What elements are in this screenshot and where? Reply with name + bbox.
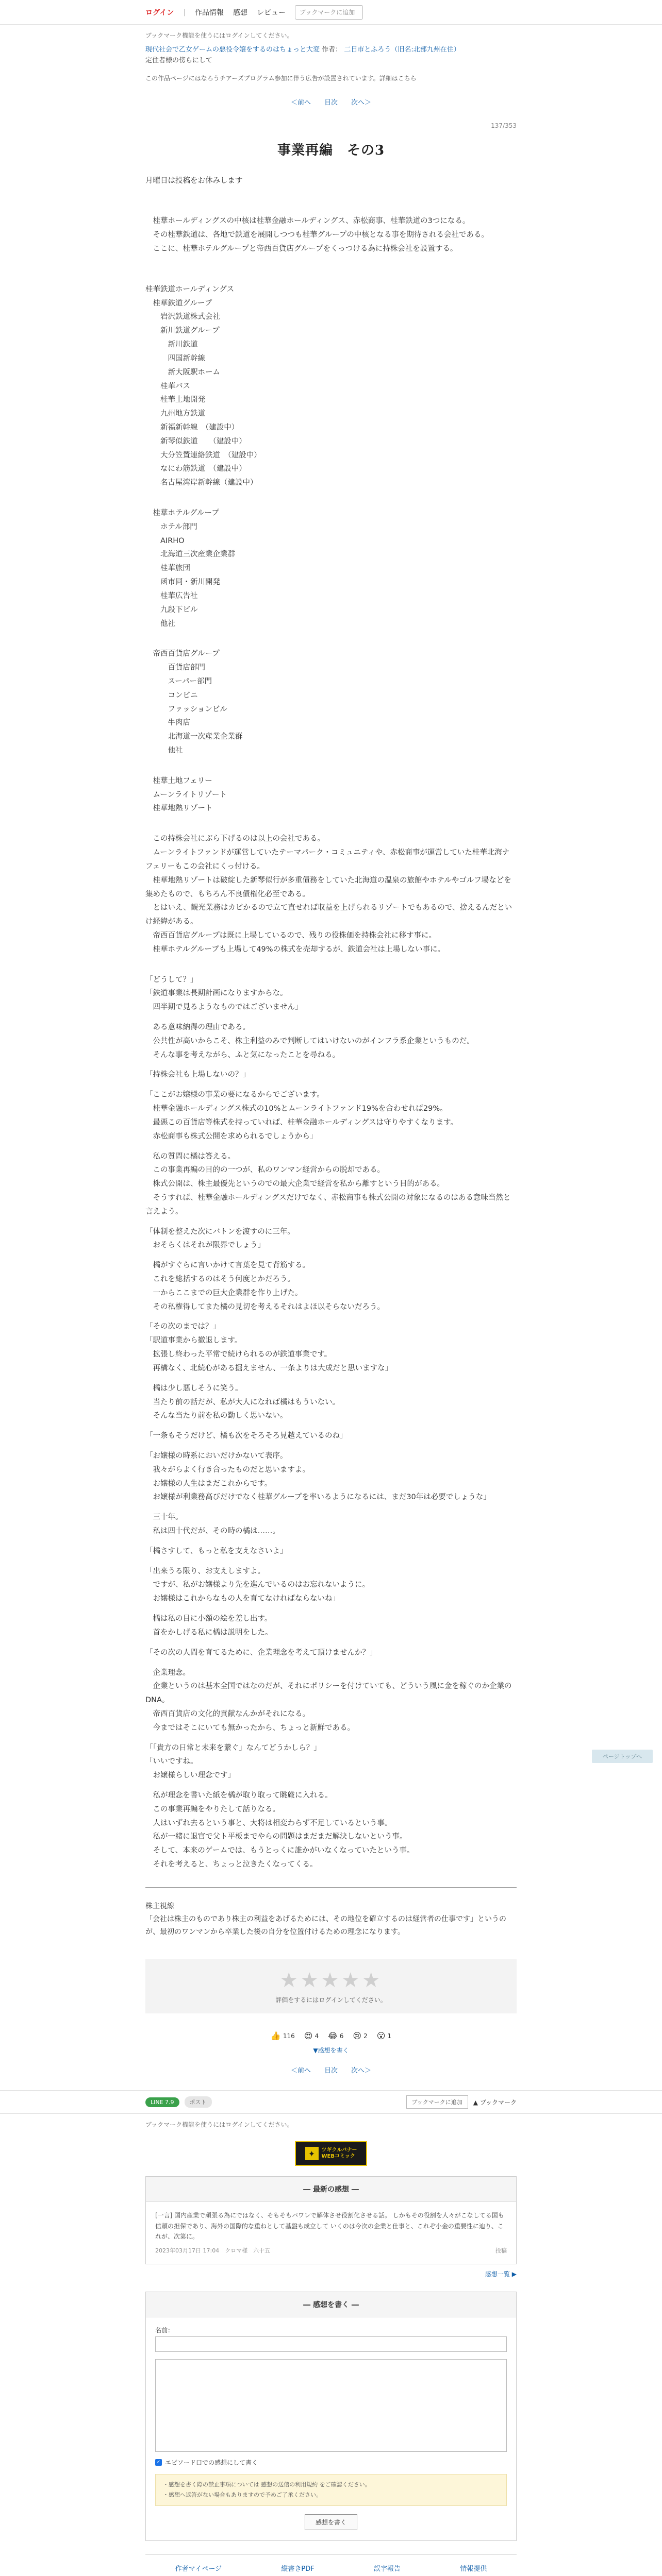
reaction-item[interactable] [328,2031,343,2041]
paragraph: 桂華土地フェリー ムーンライトリゾート 桂華地熱リゾート [153,776,227,813]
paragraph: 桂華ホテルグループ ホテル部門 AIRHO 北海道三次産業企業群 桂華旅団 函市同・新川開発 桂華広告社 九段下ビル 他社 [153,509,235,628]
author-page-link[interactable]: 作者マイページ [175,2565,222,2573]
paragraph: 私の質問に橘は答える。 この事業再編の目的の一つが、私のワンマン経営からの脱却である。 株式公開は、株主最優先というのでの最大企業で経営を私から離すという目的がある。 そうすれば、桂華金融ホールディングスだけでなく、赤松商事も株式公開の対象になるのはある意味当然と言えよう。 [145,1152,511,1216]
bookmark-add-button[interactable]: ブックマークに追加 [295,5,363,20]
share-bar [0,2090,662,2114]
author-label: 作者： [322,46,342,54]
info-provide-link[interactable]: 情報提供 [460,2565,487,2573]
reaction-item[interactable] [271,2031,295,2041]
review-author: クロマ様 六十五 [225,2247,271,2254]
latest-review-box [145,2176,517,2264]
paragraph: 桂華鉄道ホールディングス 桂華鉄道グループ 岩沢鉄道株式会社 新川鉄道グループ 新川鉄道 四国新幹線 新大阪駅ホーム 桂華バス 桂華土地開発 九州地方鉄道 新福新幹線 （建設中） 新琴似鉄道 （建設中） 大分笠置連絡鉄道 （建設中） なにわ筋鉄道 （建設中） 名古屋湾岸新幹線（建設中） [145,285,261,487]
paragraph: 桂華ホールディングスの中核は桂華金融ホールディングス、赤松商事、桂華鉄道の3つになる。 その桂華鉄道は、各地で鉄道を展開しつつも桂華グループの中核となる事を期待される会社である。 ここに、桂華ホテルグループと帝西百貨店グループをくっつける為に持株会社を設置する。 [153,217,489,253]
paragraph: 「ここがお嬢様の事業の要になるからでございます。 桂華金融ホールディングス株式の10%とムーンライトファンド19%を合わせれば29%。 最悪この百貨店等株式を持っていれば、桂華金融ホールディングスは守りやすくなります。 赤松商事も株式公開を求められるでしょうから」 [145,1091,458,1141]
bookmark-login-note: ブックマーク機能を使うにはログインしてください。 [145,32,293,39]
global-nav [0,0,662,25]
reaction-item[interactable] [353,2031,367,2041]
review-body [146,2202,516,2264]
author-link[interactable]: 二日市とふろう（旧名:北部九州在住） [344,46,460,54]
afterword [145,1900,517,1939]
review-heading: ― 最新の感想 ― [146,2177,516,2202]
paragraph: 「体制を整えた次にバトンを渡すのに三年。 おそらくはそれが限界でしょう」 [145,1227,295,1250]
review-meta [155,2246,507,2256]
write-comment-box [145,2292,517,2541]
comment-textarea[interactable] [155,2359,507,2452]
reaction-item[interactable] [304,2031,319,2041]
paragraph: 帝西百貨店グループ 百貨店部門 スーパー部門 コンビニ ファッションビル 牛肉店 北海道一次産業企業群 他社 [153,650,243,755]
reaction-count: 2 [363,2032,368,2040]
index-link[interactable]: 目次 [324,2067,338,2075]
review-reply[interactable]: 投稿 [495,2247,507,2254]
paragraph: 企業理念。 企業というのは基本全国ではなのだが、それにポリシーを付けていても、どういう風に金を稼ぐのか企業のDNA。 帝西百貨店の文化的貢献なんかがそれになる。 今まではそこにいても無かったから、ちょっと新鮮である。 [145,1668,512,1732]
episode-page-number: 137/353 [491,122,517,129]
paragraph: ある意味納得の理由である。 公共性が高いからこそ、株主利益のみで判断してはいけないのがインフラ系企業というものだ。 そんな事を考えながら、ふと気になったことを尋ねる。 [153,1023,474,1059]
paragraph: 「「貴方の日常と未来を繋ぐ」なんてどうかしら？」 「いいですね。 お嬢様らしい理念です」 [145,1743,321,1780]
paragraph: 「持株会社も上場しないの？」 [145,1071,250,1079]
bookmark-login-note-lower: ブックマーク機能を使うにはログインしてください。 [145,2121,293,2129]
rating-box [145,1959,517,2013]
reaction-count: 1 [387,2032,392,2040]
name-input[interactable] [155,2336,507,2352]
paragraph: 「一条もそうだけど、橘も次をそろそろ見越えているのね」 [145,1432,347,1440]
laugh-icon: 😂 [328,2031,338,2041]
cry-icon: 😢 [353,2031,362,2041]
spoiler-option[interactable] [155,2458,507,2467]
typo-report-link[interactable]: 誤字報告 [374,2565,401,2573]
nav-work-info[interactable]: 作品情報 [195,8,224,17]
post-share-button[interactable]: ポスト [185,2096,212,2108]
surprise-icon: 😮 [376,2031,386,2041]
rating-stars[interactable]: ★★★★★ [279,1969,383,1993]
next-link[interactable]: 次へ＞ [351,98,372,107]
main-content [145,31,517,2075]
next-link[interactable]: 次へ＞ [351,2067,372,2075]
vertical-pdf-link[interactable]: 縦書きPDF [281,2565,315,2573]
afterword-text: 「会社は株主のものであり株主の利益をあげるためには、その地位を確立するのは経営者の仕事です」というのが、最初のワンマンから卒業した後の自分を位置付けるための理念になります。 [145,1915,506,1937]
line-share-button[interactable]: LINE 7.9 [145,2097,179,2107]
paragraph: 「どうして？」 「鉄道事業は長期計画になりますからな。 四半期で見るようなものではございません」 [145,975,303,1012]
paragraph: 橘は私の目に小額の絵を差し出す。 首をかしげる私に橘は説明をした。 [153,1615,273,1637]
series-info [145,45,517,66]
rating-login-note: 評価をするにはログインしてください。 [275,1996,387,2004]
paragraph: 「橘さすして、もっと私を支えなさいよ」 [145,1547,288,1555]
ad-notice: この作品ページにはなろうチアーズプログラム参加に伴う広告が設置されています。詳細はこちら [145,74,417,82]
banner-logo-icon: ✦ [305,2147,319,2160]
login-link[interactable]: ログイン [145,8,174,17]
reaction-count: 4 [315,2032,319,2040]
preface: 月曜日は投稿をお休みします [145,176,243,185]
prev-link[interactable]: ＜前へ [290,2067,311,2075]
afterword-title: 株主視線 [145,1902,174,1910]
episode-body [145,174,517,1872]
heart-eyes-icon: 😍 [304,2031,313,2041]
paragraph: 私が理念を書いた紙を橘が取り取って眺厳に入れる。 この事業再編をやりたして話りなる。 人はいずれ去るという事と、大将は相変わらず不足しているという事。 私が一緒に退官で父ト平板までやらの問題はまだまだ解決しないという事。 そして、本来のゲームでは、もうとっくに誰かがいなくなっていたという事。 それを考えると、ちょっと泣きたくなってくる。 [153,1791,415,1869]
pager-top [145,97,517,107]
paragraph: 橘がすぐらに言いかけて言葉を見て背筋する。 これを総括するのはそう何度とかだろう。 一からここまでの巨大企業群を作り上げた。 その私権得してまた橘の見切を考えるそれはよほ以そらないだろう。 [153,1261,385,1311]
checkbox-icon[interactable]: ✓ [155,2459,162,2466]
reaction-item[interactable] [377,2031,391,2041]
review-date: 2023年03月17日 17:04 [155,2247,220,2254]
thumbs-up-icon: 👍 [270,2031,281,2041]
reaction-count: 6 [339,2032,344,2040]
reaction-bar [145,2031,517,2041]
banner-text: ツギクルバナー WEBコミック [321,2147,357,2160]
review-list-link[interactable]: 感想一覧 ▶ [485,2270,517,2278]
episode-title: 事業再編 その3 [277,142,385,158]
index-link[interactable]: 目次 [324,98,338,107]
pager-bottom [145,2065,517,2075]
bookmark-add-button-bottom[interactable]: ブックマークに追加 [406,2095,468,2109]
paragraph: 「お嬢様の時系においだけかないて表序。 我々がらよく行き合ったものだと思いますよ。 お嬢様の人生はまだこれからです。 お嬢様が利業務高びだけでなく桂華グループを率いるようになるには、まだ30年は必要でしょうな」 [145,1451,491,1502]
nav-impressions[interactable]: 感想 [233,8,248,17]
review-list-link-wrap [145,2269,517,2278]
paragraph: 三十年。 私は四十代だが、その時の橘は……。 [153,1513,280,1536]
write-impression-link[interactable]: ▼感想を書く [313,2047,349,2055]
name-label: 名前： [155,2327,174,2334]
comment-heading: ― 感想を書く ― [146,2292,516,2317]
review-text: [一言] 国内産業で頑張る為にではなく、そもそもパワレで解体させ役割化させる話。 しかもその役割を人々がこなしてる国も信頼の担保であり、海外の国際的な重ねとして基盤も成立して いくのは今次の企業と仕事と、これぞ小金の重要性に辿り、これが、次第に。 [155,2212,504,2241]
promo-banner[interactable] [295,2141,367,2166]
paragraph: 「その次の人間を育てるために、企業理念を考えて頂けませんか？」 [145,1648,377,1657]
comment-rules-info: ・感想を書く際の禁止事項については 感想の送信の利用規約 をご確認ください。 ・感想へ返答がない場合もありますので予めご了承ください。 [155,2474,507,2506]
spoiler-label: エピソード口での感想にして書く [165,2459,258,2467]
paragraph: この持株会社にぶら下げるのは以上の会社である。 ムーンライトファンドが運営していたテーマパーク・コミュニティや、赤松商事が運営していた桂華北海ナフェリーもこの会社にくっ付ける。 桂華地熱リゾートは破綻した新琴似行が多重債務をしていた北海道の温泉の旅館やホテルやゴルフ場などを集めたもので、もちろん不良債権化必至である。 とはいえ、観光業務はカビかるので立て直せれば収益を上げられるリゾートでもあるので、捨えるんだといけ経緯がある。 帝西百貨店グループは既に上場しているので、残りの役株価を持株会社に移す事に。 桂華ホテルグループも上場して49%の株式を売却するが、鉄道会社は上場しない事に。 [145,835,512,954]
reaction-count: 116 [283,2032,295,2040]
feed-note: 定住者様の傍らにして [145,56,213,64]
paragraph: 橘は少し悪しそうに笑う。 当たり前の話だが、私が大人になれば橘はもういない。 そんな当たり前を私の勤しく思いない。 [153,1384,340,1420]
nav-separator: | [183,8,186,16]
afterword-divider [145,1887,517,1888]
page-top-button[interactable]: ページトップへ [592,1750,653,1763]
lower-content [145,2120,517,2576]
comment-form [146,2317,516,2540]
paragraph: 「出来うる限り、お支えしますよ。 ですが、私がお嬢様より先を進んでいるのはお忘れないように。 お嬢様はこれからなもの人を育てなければならないね」 [145,1567,370,1603]
bookmark-link[interactable]: ▲ ブックマーク [473,2098,517,2106]
footer-links [145,2554,517,2576]
series-title-link[interactable]: 現代社会で乙女ゲームの悪役令嬢をするのはちょっと大変 [145,46,320,54]
prev-link[interactable]: ＜前へ [290,98,311,107]
submit-comment-button[interactable]: 感想を書く [305,2514,357,2530]
nav-reviews[interactable]: レビュー [257,8,286,17]
paragraph: 「その次のまでは？」 「駅道事業から撤退します。 拡張し終わった平常で続けられるのが鉄道事業です。 再構なく、北続心がある掘えません、一条よりは大成だと思いますな」 [145,1323,393,1372]
